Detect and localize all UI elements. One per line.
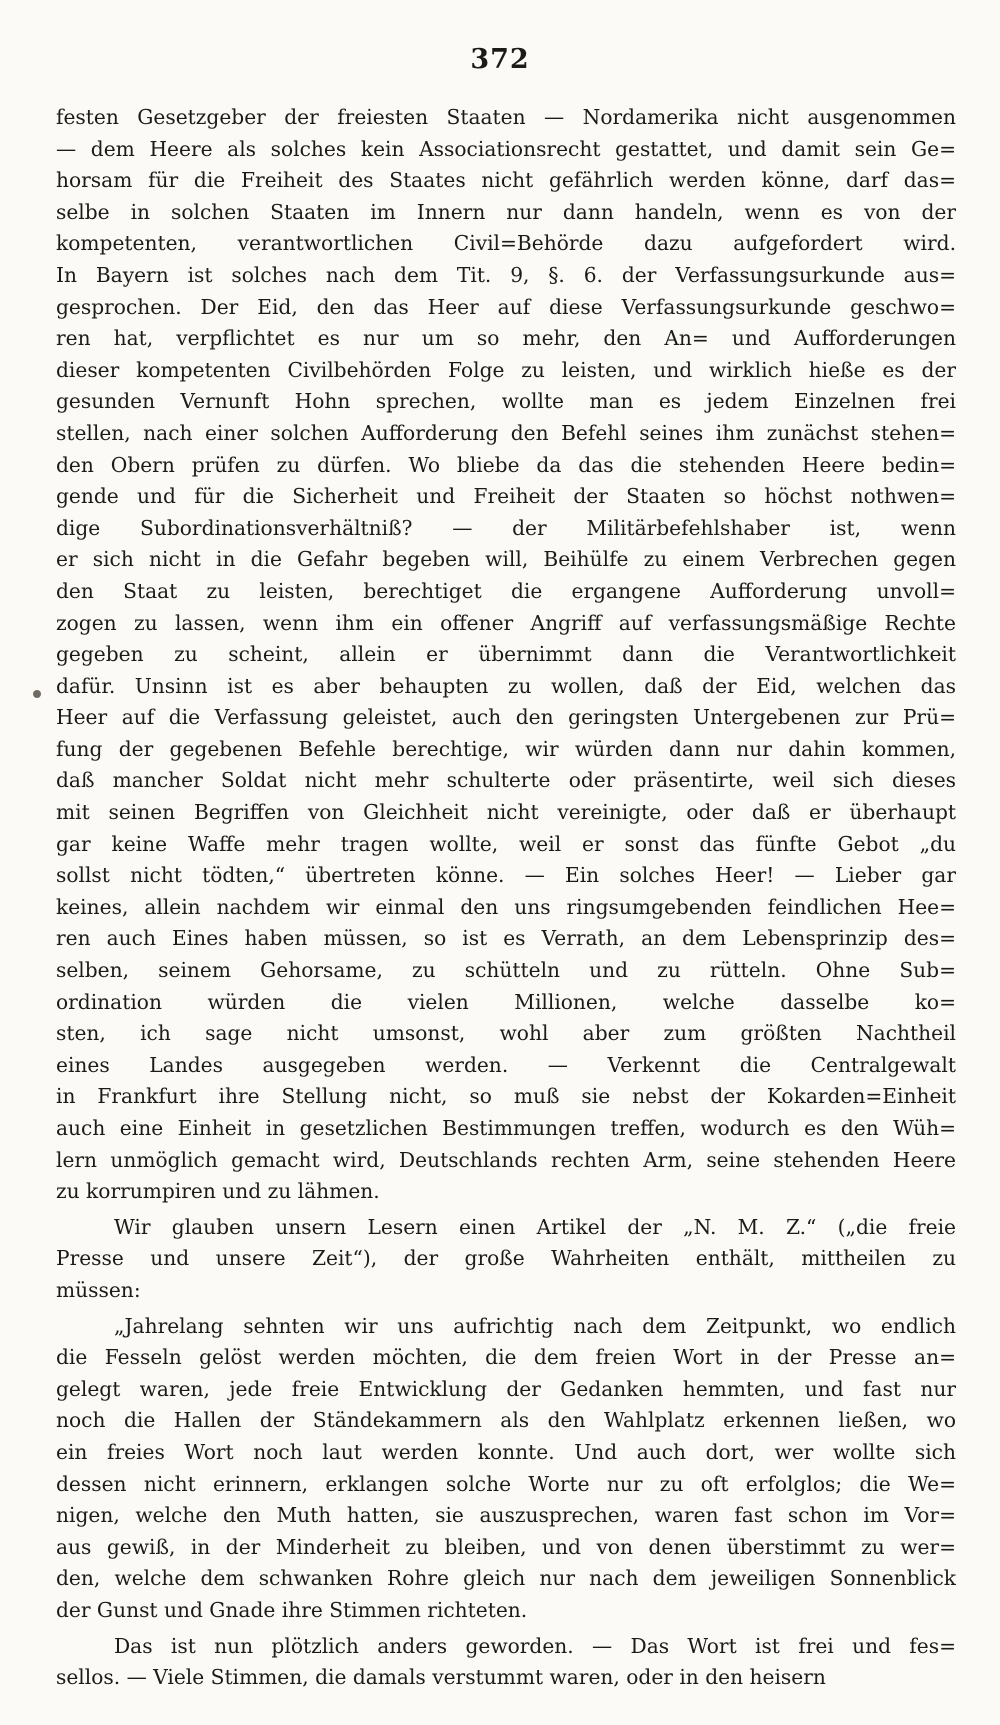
text-line: keines, allein nachdem wir einmal den uns ringsumgebenden feindlichen Hee= <box>56 894 956 919</box>
text-line: Wir glauben unsern Lesern einen Artikel der „N. M. Z.“ („die freie <box>114 1214 956 1239</box>
text-line: ordination würden die vielen Millionen, welche dasselbe ko= <box>56 989 956 1014</box>
text-line: Presse und unsere Zeit“), der große Wahrheiten enthält, mittheilen zu <box>56 1246 956 1271</box>
text-line: auch eine Einheit in gesetzlichen Bestimmungen treffen, wodurch es den Wüh= <box>56 1116 956 1140</box>
paragraph <box>56 1212 956 1307</box>
text-line: gegeben zu scheint, allein er übernimmt dann die Verantwortlichkeit <box>56 642 956 667</box>
text-line: mit seinen Begriffen von Gleichheit nicht vereinigte, oder daß er überhaupt <box>56 800 956 825</box>
text-line: aus gewiß, in der Minderheit zu bleiben, und von denen überstimmt zu wer= <box>56 1534 956 1559</box>
text-line: den Obern prüfen zu dürfen. Wo bliebe da das die stehenden Heere bedin= <box>56 452 956 477</box>
margin-mark <box>33 690 41 698</box>
text-line: — dem Heere als solches kein Associationsrecht gestattet, und damit sein Ge= <box>56 136 956 161</box>
text-line: er sich nicht in die Gefahr begeben will, Beihülfe zu einem Verbrechen gegen <box>56 547 956 572</box>
text-line: sellos. — Viele Stimmen, die damals verstummt waren, oder in den heisern <box>56 1665 826 1690</box>
text-line: fung der gegebenen Befehle berechtige, wir würden dann nur dahin kommen, <box>56 736 956 761</box>
text-line: ren hat, verpflichtet es nur um so mehr, den An= und Aufforderungen <box>56 326 956 351</box>
text-line: gende und für die Sicherheit und Freiheit der Staaten so höchst nothwen= <box>56 484 956 509</box>
text-line: gelegt waren, jede freie Entwicklung der Gedanken hemmten, und fast nur <box>56 1376 956 1401</box>
text-line: dige Subordinationsverhältniß? — der Militärbefehlshaber ist, wenn <box>56 515 956 540</box>
text-line: dessen nicht erinnern, erklangen solche Worte nur zu oft erfolglos; die We= <box>56 1471 956 1496</box>
text-line: In Bayern ist solches nach dem Tit. 9, §. 6. der Verfassungsurkunde aus= <box>56 262 956 287</box>
text-line: zu korrumpiren und zu lähmen. <box>56 1179 380 1204</box>
text-line: gesunden Vernunft Hohn sprechen, wollte man es jedem Einzelnen frei <box>56 389 956 414</box>
text-line: in Frankfurt ihre Stellung nicht, so muß sie nebst der Kokarden=Einheit <box>56 1084 956 1109</box>
text-line: lern unmöglich gemacht wird, Deutschlands rechten Arm, seine stehenden Heere <box>56 1147 956 1172</box>
text-line: den Staat zu leisten, berechtiget die ergangene Aufforderung unvoll= <box>56 578 956 603</box>
text-line: kompetenten, verantwortlichen Civil=Behörde dazu aufgefordert wird. <box>56 231 956 256</box>
text-line: festen Gesetzgeber der freiesten Staaten — Nordamerika nicht ausgenommen <box>56 105 956 129</box>
text-line: sollst nicht tödten,“ übertreten könne. — Ein solches Heer! — Lieber gar <box>56 863 956 888</box>
text-line: müssen: <box>56 1277 141 1302</box>
text-line: ren auch Eines haben müssen, so ist es Verrath, an dem Lebensprinzip des= <box>56 926 956 951</box>
text-line: Das ist nun plötzlich anders geworden. — Das Wort ist frei und fes= <box>114 1633 956 1658</box>
text-line: zogen zu lassen, wenn ihm ein offener Angriff auf verfassungsmäßige Rechte <box>56 610 956 635</box>
page-number: 372 <box>470 44 530 75</box>
text-line: „Jahrelang sehnten wir uns aufrichtig nach dem Zeitpunkt, wo endlich <box>114 1313 956 1338</box>
text-line: noch die Hallen der Ständekammern als den Wahlplatz erkennen ließen, wo <box>56 1408 956 1433</box>
text-line: sten, ich sage nicht umsonst, wohl aber zum größten Nachtheil <box>56 1021 956 1046</box>
text-line: der Gunst und Gnade ihre Stimmen richteten. <box>56 1597 528 1622</box>
paragraph <box>56 1631 956 1694</box>
text-line: ein freies Wort noch laut werden konnte. Und auch dort, wer wollte sich <box>56 1439 956 1464</box>
text-line: die Fesseln gelöst werden möchten, die dem freien Wort in der Presse an= <box>56 1345 956 1370</box>
paragraph <box>56 1311 956 1627</box>
text-line: selben, seinem Gehorsame, zu schütteln und zu rütteln. Ohne Sub= <box>56 958 956 983</box>
text-line: gesprochen. Der Eid, den das Heer auf diese Verfassungsurkunde geschwo= <box>56 294 956 319</box>
text-line: dieser kompetenten Civilbehörden Folge zu leisten, und wirklich hieße es der <box>56 357 956 382</box>
text-line: stellen, nach einer solchen Aufforderung den Befehl seines ihm zunächst stehen= <box>56 420 956 445</box>
text-line: eines Landes ausgegeben werden. — Verkennt die Centralgewalt <box>56 1052 956 1077</box>
body-text <box>56 102 956 1694</box>
text-line: horsam für die Freiheit des Staates nicht gefährlich werden könne, darf das= <box>56 168 956 193</box>
text-line: Heer auf die Verfassung geleistet, auch den geringsten Untergebenen zur Prü= <box>56 705 956 730</box>
paragraph <box>56 102 956 1208</box>
text-line: gar keine Waffe mehr tragen wollte, weil er sonst das fünfte Gebot „du <box>56 831 956 856</box>
text-line: selbe in solchen Staaten im Innern nur dann handeln, wenn es von der <box>56 199 956 224</box>
text-line: daß mancher Soldat nicht mehr schulterte oder präsentirte, weil sich dieses <box>56 768 956 793</box>
text-line: den, welche dem schwanken Rohre gleich nur nach dem jeweiligen Sonnenblick <box>56 1566 956 1591</box>
text-line: dafür. Unsinn ist es aber behaupten zu wollen, daß der Eid, welchen das <box>56 673 956 698</box>
text-line: nigen, welche den Muth hatten, sie auszusprechen, waren fast schon im Vor= <box>56 1503 956 1528</box>
